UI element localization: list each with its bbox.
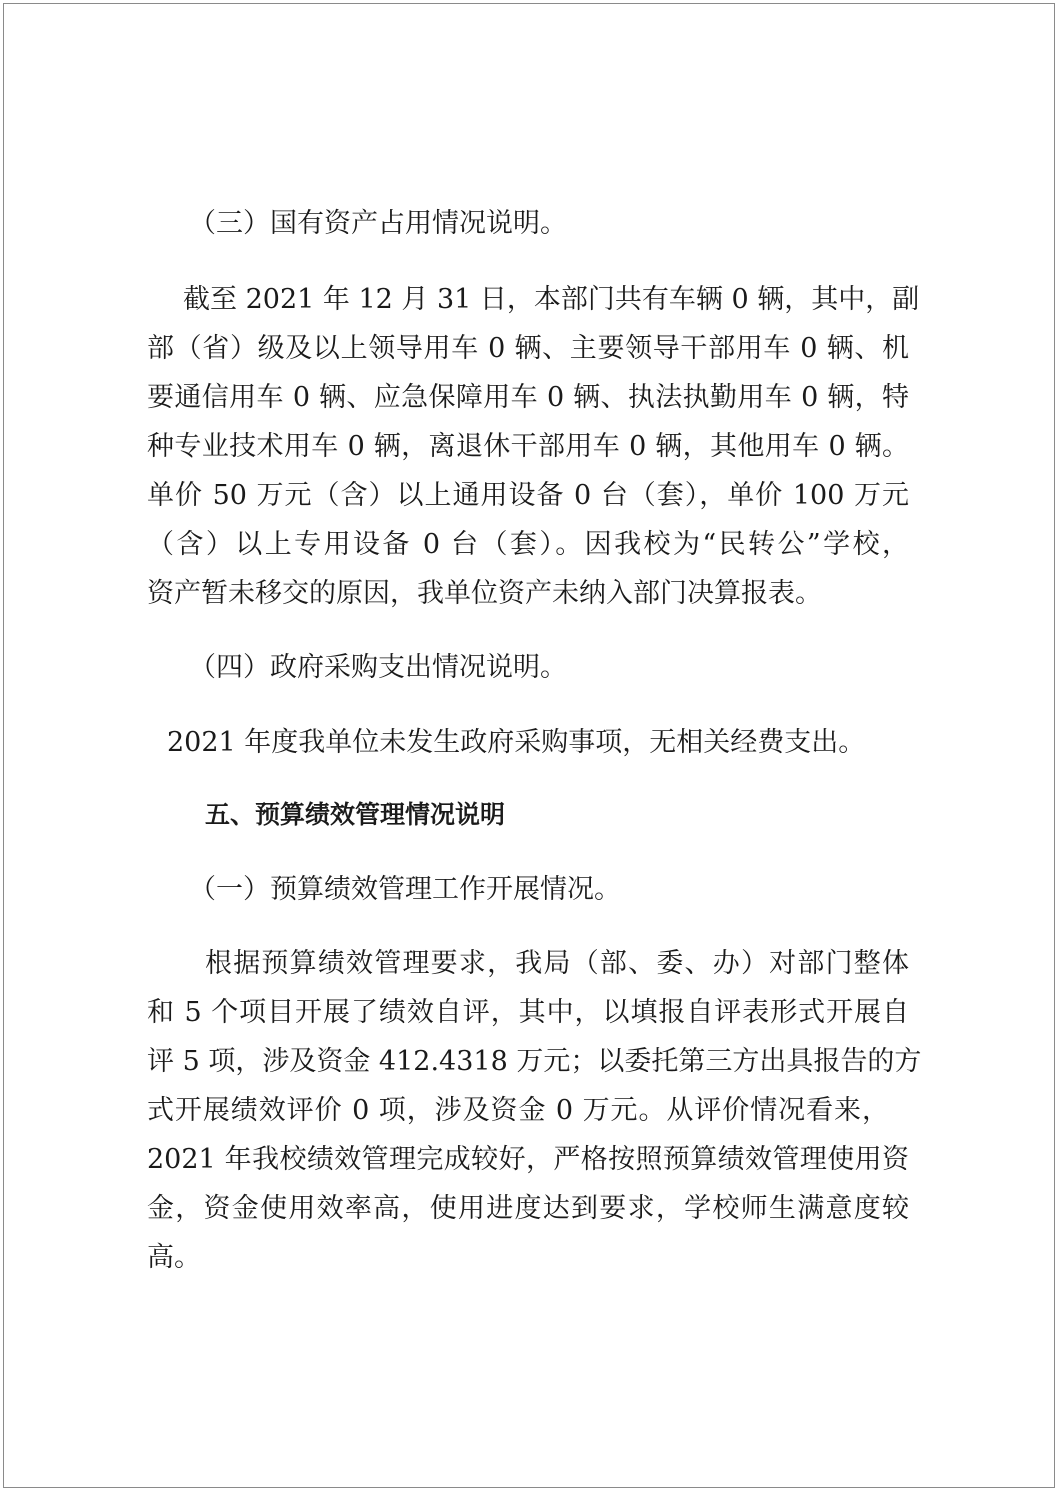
subsection-3-paragraph-line: 资产暂未移交的原因，我单位资产未纳入部门决算报表。 bbox=[147, 578, 822, 609]
subsection-3-paragraph-line: （含）以上专用设备 0 台（套）。因我校为“民转公”学校， bbox=[147, 529, 909, 560]
subsection-5-1-paragraph-line: 评 5 项，涉及资金 412.4318 万元；以委托第三方出具报告的方 bbox=[147, 1046, 922, 1077]
subsection-5-1-paragraph-line: 金，资金使用效率高，使用进度达到要求，学校师生满意度较 bbox=[147, 1193, 909, 1224]
subsection-3-paragraph-line: 种专业技术用车 0 辆，离退休干部用车 0 辆，其他用车 0 辆。 bbox=[147, 431, 909, 462]
subsection-3-paragraph-line: 单价 50 万元（含）以上通用设备 0 台（套），单价 100 万元 bbox=[147, 480, 909, 511]
subsection-4-paragraph: 2021 年度我单位未发生政府采购事项，无相关经费支出。 bbox=[167, 727, 866, 758]
subsection-3-paragraph-line: 部（省）级及以上领导用车 0 辆、主要领导干部用车 0 辆、机 bbox=[147, 333, 909, 364]
subsection-5-1-paragraph-line: 根据预算绩效管理要求，我局（部、委、办）对部门整体 bbox=[205, 948, 909, 979]
section-5-heading: 五、预算绩效管理情况说明 bbox=[205, 800, 506, 829]
subsection-5-1-paragraph-line: 和 5 个项目开展了绩效自评，其中，以填报自评表形式开展自 bbox=[147, 997, 909, 1028]
subsection-3-paragraph-line: 要通信用车 0 辆、应急保障用车 0 辆、执法执勤用车 0 辆，特 bbox=[147, 382, 909, 413]
document-page bbox=[3, 3, 1055, 1488]
subsection-4-heading: （四）政府采购支出情况说明。 bbox=[189, 652, 567, 683]
subsection-3-paragraph-line: 截至 2021 年 12 月 31 日，本部门共有车辆 0 辆，其中，副 bbox=[183, 284, 920, 315]
subsection-5-1-heading: （一）预算绩效管理工作开展情况。 bbox=[189, 874, 621, 905]
subsection-3-heading: （三）国有资产占用情况说明。 bbox=[189, 208, 567, 239]
subsection-5-1-paragraph-line: 式开展绩效评价 0 项，涉及资金 0 万元。从评价情况看来， bbox=[147, 1095, 889, 1126]
subsection-5-1-paragraph-line: 2021 年我校绩效管理完成较好，严格按照预算绩效管理使用资 bbox=[147, 1144, 909, 1175]
subsection-5-1-paragraph-line: 高。 bbox=[147, 1242, 201, 1273]
